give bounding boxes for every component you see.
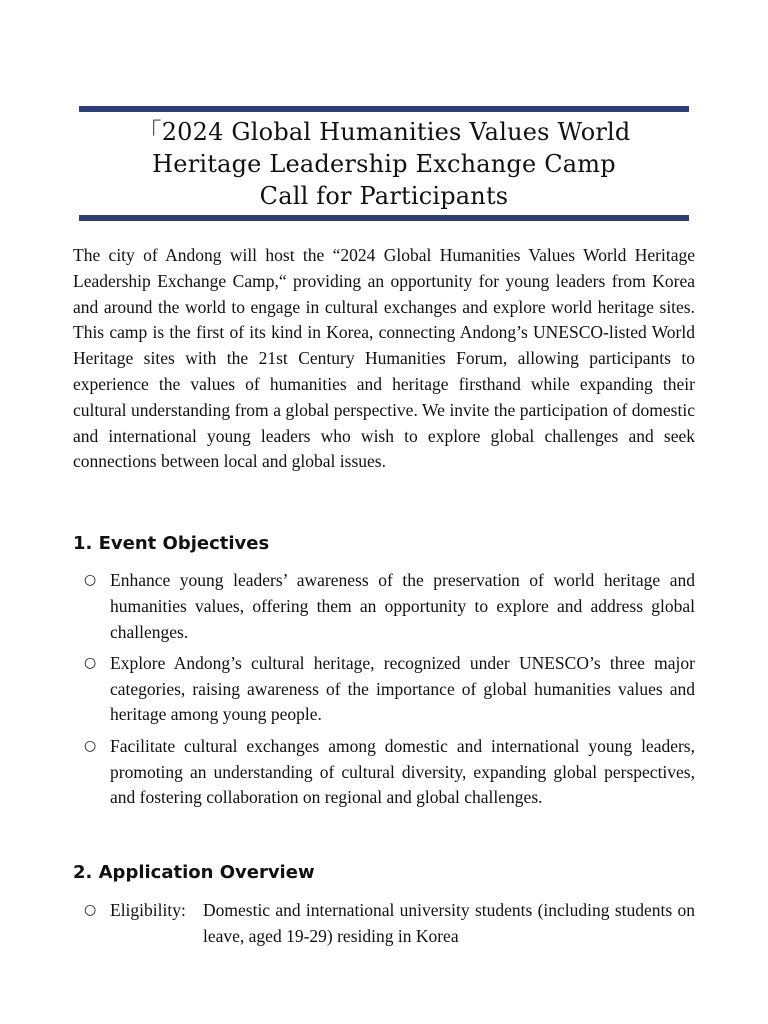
objectives-list xyxy=(0,568,768,817)
title-line-2: Heritage Leadership Exchange Camp xyxy=(152,150,616,178)
eligibility-row xyxy=(110,898,695,950)
title-block xyxy=(79,106,689,221)
list-item xyxy=(0,651,695,728)
application-list xyxy=(0,898,768,955)
circle-bullet-icon: ○ xyxy=(84,902,97,918)
title-line-1: 「2024 Global Humanities Values World xyxy=(137,118,631,146)
list-item-text: Facilitate cultural exchanges among domestic and international young leaders, promoting an understanding of cultural diversity, expanding global perspectives, and fostering collaboration on regional and global challenges. xyxy=(110,735,695,808)
section-heading-application: 2. Application Overview xyxy=(73,862,315,883)
title-bottom-rule xyxy=(79,215,689,221)
section-heading-objectives: 1. Event Objectives xyxy=(73,533,270,554)
document-title xyxy=(79,112,689,215)
intro-paragraph: The city of Andong will host the “2024 Global Humanities Values World Heritage Leadership Exchange Camp,“ providing an opportunity for young leaders from Korea and around the world to engage in cultural exchanges and explore world heritage sites. This camp is the first of its kind in Korea, connecting Andong’s UNESCO-listed World Heritage sites with the 21st Century Humanities Forum, allowing participants to experience the values of humanities and heritage firsthand while expanding their cultural understanding from a global perspective. We invite the participation of domestic and international young leaders who wish to explore global challenges and seek connections between local and global issues. xyxy=(73,245,695,472)
eligibility-value: Domestic and international university students (including students on leave, aged 19-29) residing in Korea xyxy=(203,900,695,946)
list-item xyxy=(0,568,695,645)
list-item-text: Enhance young leaders’ awareness of the preservation of world heritage and humanities values, offering them an opportunity to explore and address global challenges. xyxy=(110,570,695,642)
list-item-text: Explore Andong’s cultural heritage, recognized under UNESCO’s three major categories, raising awareness of the importance of global humanities values and heritage among young people. xyxy=(110,652,695,725)
eligibility-label: Eligibility: xyxy=(110,900,186,920)
title-line-3: Call for Participants xyxy=(259,182,509,210)
circle-bullet-icon: ○ xyxy=(84,572,97,588)
circle-bullet-icon: ○ xyxy=(84,654,97,671)
circle-bullet-icon: ○ xyxy=(84,737,97,754)
list-item xyxy=(0,734,695,811)
list-item xyxy=(0,898,695,950)
